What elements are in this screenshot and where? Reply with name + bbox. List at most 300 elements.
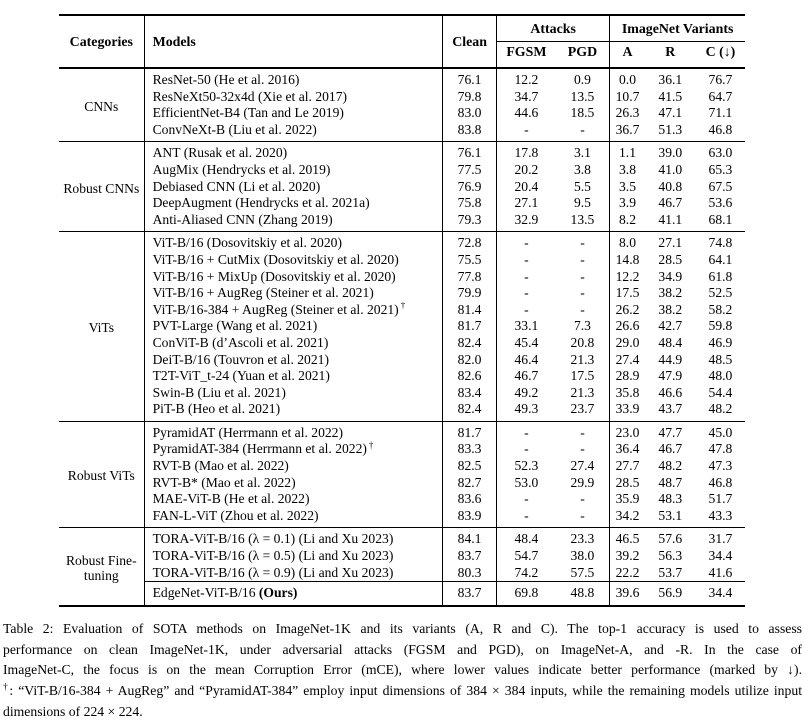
model-name: RVT-B (Mao et al. 2022) (152, 458, 289, 474)
fgsm-value-cell: - (524, 301, 529, 317)
header-attacks-group: Attacks (497, 15, 610, 42)
clean-value-cell: 83.0 (443, 105, 497, 122)
table-row (59, 401, 745, 421)
header-categories: Categories (59, 15, 144, 68)
model-name: FAN-L-ViT (Zhou et al. 2022) (152, 507, 319, 523)
c-value-cell: 67.5 (708, 178, 733, 194)
model-name: ResNeXt50-32x4d (Xie et al. 2017) (152, 88, 348, 104)
model-name: TORA-ViT-B/16 (λ = 0.1) (Li and Xu 2023) (152, 531, 394, 547)
header-c-mce: C (↓) (705, 45, 736, 61)
r-value-cell: 48.4 (658, 334, 683, 350)
model-cell (144, 105, 442, 122)
header-r: R (665, 45, 676, 61)
model-cell (144, 302, 442, 319)
table-row (59, 441, 745, 458)
a-value-cell: 28.9 (615, 368, 640, 384)
c-value-cell: 59.8 (708, 318, 733, 334)
a-value-cell: 33.9 (615, 401, 640, 417)
c-value-cell: 48.0 (708, 368, 733, 384)
header-pgd: PGD (556, 42, 610, 69)
pgd-value-cell: 3.1 (556, 142, 610, 162)
header-imagenet-variants-group: ImageNet Variants (610, 15, 745, 42)
clean-value-cell: 75.8 (443, 195, 497, 212)
fgsm-value-cell: 54.7 (514, 548, 539, 564)
pgd-value-cell: 13.5 (556, 89, 610, 106)
r-value-cell: 28.5 (658, 251, 683, 267)
model-name: Swin-B (Liu et al. 2021) (152, 384, 286, 400)
fgsm-value-cell: 20.4 (514, 178, 539, 194)
model-name: EdgeNet-ViT-B/16 (152, 585, 259, 601)
table-row (59, 565, 745, 582)
results-table (59, 14, 745, 607)
pgd-value-cell: - (556, 252, 610, 269)
pgd-value-cell: 21.3 (556, 352, 610, 369)
model-cell (144, 162, 442, 179)
category-cell: ViTs (59, 232, 144, 422)
clean-value-cell: 82.0 (443, 352, 497, 369)
c-value-cell: 58.2 (708, 301, 733, 317)
pgd-value-cell: - (556, 302, 610, 319)
model-name: PyramidAT-384 (Herrmann et al. 2022) (152, 441, 367, 457)
fgsm-value-cell: - (524, 268, 529, 284)
clean-value-cell: 80.3 (443, 565, 497, 582)
model-name: DeepAugment (Hendrycks et al. 2021a) (152, 195, 370, 211)
c-value-cell: 53.6 (708, 195, 733, 211)
r-value-cell: 41.5 (658, 88, 683, 104)
clean-value-cell: 75.5 (443, 252, 497, 269)
r-value-cell: 27.1 (658, 235, 683, 251)
table-section (59, 68, 745, 142)
model-cell (144, 335, 442, 352)
model-cell (144, 475, 442, 492)
clean-value-cell: 81.7 (443, 318, 497, 335)
clean-value-cell: 79.3 (443, 212, 497, 232)
a-value-cell: 3.9 (619, 195, 636, 211)
model-name: ViT-B/16 + CutMix (Dosovitskiy et al. 2020) (152, 251, 399, 267)
dagger-symbol: † (368, 441, 374, 450)
clean-value-cell: 83.8 (443, 122, 497, 142)
pgd-value-cell: 23.3 (556, 528, 610, 548)
r-value-cell: 57.6 (658, 531, 683, 547)
fgsm-value-cell: 46.4 (514, 351, 539, 367)
model-cell (144, 142, 442, 162)
clean-value-cell: 77.5 (443, 162, 497, 179)
model-cell (144, 528, 442, 548)
model-name: ConvNeXt-B (Liu et al. 2022) (152, 121, 317, 137)
model-cell (144, 252, 442, 269)
pgd-value-cell: 13.5 (556, 212, 610, 232)
r-value-cell: 44.9 (658, 351, 683, 367)
table-row (59, 421, 745, 441)
table-row (59, 122, 745, 142)
table-row (59, 582, 745, 606)
fgsm-value-cell: 17.8 (514, 145, 539, 161)
fgsm-value-cell: - (524, 251, 529, 267)
model-name: MAE-ViT-B (He et al. 2022) (152, 491, 310, 507)
table-row (59, 458, 745, 475)
model-name: EfficientNet-B4 (Tan and Le 2019) (152, 105, 344, 121)
a-value-cell: 3.5 (619, 178, 636, 194)
model-name: TORA-ViT-B/16 (λ = 0.5) (Li and Xu 2023) (152, 548, 394, 564)
table-section (59, 421, 745, 528)
model-cell (144, 582, 442, 606)
model-cell (144, 68, 442, 89)
a-value-cell: 26.3 (615, 105, 640, 121)
a-value-cell: 28.5 (615, 474, 640, 490)
table-row (59, 195, 745, 212)
model-cell (144, 318, 442, 335)
fgsm-value-cell: 52.3 (514, 458, 539, 474)
r-value-cell: 48.2 (658, 458, 683, 474)
caption-footnote (3, 681, 802, 723)
a-value-cell: 39.6 (610, 582, 645, 606)
model-cell (144, 122, 442, 142)
table-row (59, 68, 745, 89)
a-value-cell: 10.7 (615, 88, 640, 104)
a-value-cell: 22.2 (615, 564, 640, 580)
table-header (59, 15, 745, 68)
model-cell (144, 179, 442, 196)
header-a: A (622, 45, 633, 61)
pgd-value-cell: 29.9 (556, 475, 610, 492)
c-value-cell: 48.2 (708, 401, 733, 417)
r-value-cell: 46.6 (658, 384, 683, 400)
a-value-cell: 36.7 (615, 121, 640, 137)
model-name: ANT (Rusak et al. 2020) (152, 145, 288, 161)
clean-value-cell: 82.4 (443, 335, 497, 352)
a-value-cell: 46.5 (615, 531, 640, 547)
fgsm-value-cell: 46.7 (514, 368, 539, 384)
fgsm-value-cell: - (524, 285, 529, 301)
model-name: DeiT-B/16 (Touvron et al. 2021) (152, 351, 329, 367)
fgsm-value-cell: 45.4 (514, 334, 539, 350)
dagger-symbol: † (3, 682, 10, 693)
fgsm-value-cell: 48.4 (514, 531, 539, 547)
fgsm-value-cell: 44.6 (514, 105, 539, 121)
model-name: PyramidAT (Herrmann et al. 2022) (152, 424, 344, 440)
fgsm-value-cell: - (524, 441, 529, 457)
fgsm-value-cell: 74.2 (514, 564, 539, 580)
model-cell (144, 89, 442, 106)
r-value-cell: 47.1 (658, 105, 683, 121)
model-name: ViT-B/16 (Dosovitskiy et al. 2020) (152, 235, 342, 251)
a-value-cell: 14.8 (615, 251, 640, 267)
clean-value-cell: 79.8 (443, 89, 497, 106)
fgsm-value-cell: 69.8 (497, 582, 556, 606)
a-value-cell: 29.0 (615, 334, 640, 350)
r-value-cell: 56.3 (658, 548, 683, 564)
pgd-value-cell: 38.0 (556, 548, 610, 565)
table-row (59, 105, 745, 122)
a-value-cell: 35.9 (615, 491, 640, 507)
clean-value-cell: 81.7 (443, 421, 497, 441)
table-section (59, 528, 745, 606)
clean-value-cell: 76.1 (443, 68, 497, 89)
model-name-bold: (Ours) (258, 585, 298, 601)
fgsm-value-cell: - (524, 491, 529, 507)
clean-value-cell: 83.7 (443, 548, 497, 565)
c-value-cell: 48.5 (708, 351, 733, 367)
fgsm-value-cell: - (524, 507, 529, 523)
a-value-cell: 34.2 (615, 507, 640, 523)
model-cell (144, 368, 442, 385)
a-value-cell: 8.2 (619, 211, 636, 227)
caption-line-3: ImageNet-C, the focus is on the mean Corruption Error (mCE), where lower values indicate better performance (marked by ↓). (3, 662, 802, 678)
c-value-cell: 76.7 (708, 72, 733, 87)
model-name: ConViT-B (d’Ascoli et al. 2021) (152, 334, 329, 350)
c-value-cell: 43.3 (708, 507, 733, 523)
fgsm-value-cell: 32.9 (514, 211, 539, 227)
c-value-cell: 52.5 (708, 285, 733, 301)
table-section (59, 232, 745, 422)
category-cell: Robust Fine-tuning (59, 528, 144, 606)
r-value-cell: 53.1 (658, 507, 683, 523)
a-value-cell: 27.7 (615, 458, 640, 474)
clean-value-cell: 84.1 (443, 528, 497, 548)
pgd-value-cell: - (556, 508, 610, 528)
model-name: PiT-B (Heo et al. 2021) (152, 401, 281, 417)
r-value-cell: 56.9 (645, 582, 696, 606)
clean-value-cell: 82.4 (443, 401, 497, 421)
pgd-value-cell: 5.5 (556, 179, 610, 196)
table-row (59, 269, 745, 286)
a-value-cell: 35.8 (615, 384, 640, 400)
c-value-cell: 46.9 (708, 334, 733, 350)
fgsm-value-cell: 27.1 (514, 195, 539, 211)
clean-value-cell: 83.7 (443, 582, 497, 606)
clean-value-cell: 77.8 (443, 269, 497, 286)
table-row (59, 212, 745, 232)
fgsm-value-cell: - (524, 424, 529, 440)
r-value-cell: 42.7 (658, 318, 683, 334)
pgd-value-cell: 20.8 (556, 335, 610, 352)
c-value-cell: 46.8 (708, 121, 733, 137)
model-name: PVT-Large (Wang et al. 2021) (152, 318, 318, 334)
fgsm-value-cell: 12.2 (514, 72, 539, 87)
model-name: AugMix (Hendrycks et al. 2019) (152, 161, 331, 177)
pgd-value-cell: - (556, 232, 610, 252)
table-row (59, 385, 745, 402)
r-value-cell: 53.7 (658, 564, 683, 580)
model-cell (144, 441, 442, 458)
table-row (59, 179, 745, 196)
model-cell (144, 491, 442, 508)
pgd-value-cell: - (556, 269, 610, 286)
c-value-cell: 47.8 (708, 441, 733, 457)
model-cell (144, 232, 442, 252)
r-value-cell: 36.1 (658, 72, 683, 87)
category-cell: CNNs (59, 68, 144, 142)
fgsm-value-cell: - (524, 121, 529, 137)
pgd-value-cell: - (556, 441, 610, 458)
table-row (59, 302, 745, 319)
table-row (59, 89, 745, 106)
clean-value-cell: 83.9 (443, 508, 497, 528)
clean-value-cell: 83.3 (443, 441, 497, 458)
r-value-cell: 40.8 (658, 178, 683, 194)
pgd-value-cell: - (556, 421, 610, 441)
a-value-cell: 3.8 (619, 161, 636, 177)
r-value-cell: 41.1 (658, 211, 683, 227)
model-cell (144, 508, 442, 528)
table-row (59, 252, 745, 269)
pgd-value-cell: 17.5 (556, 368, 610, 385)
pgd-value-cell: 57.5 (556, 565, 610, 582)
table-row (59, 232, 745, 252)
clean-value-cell: 83.6 (443, 491, 497, 508)
clean-value-cell: 82.5 (443, 458, 497, 475)
pgd-value-cell: 9.5 (556, 195, 610, 212)
clean-value-cell: 82.7 (443, 475, 497, 492)
table-container (59, 14, 804, 607)
table-row (59, 368, 745, 385)
model-cell (144, 195, 442, 212)
dagger-symbol: † (400, 301, 406, 311)
c-value-cell: 34.4 (696, 582, 745, 606)
model-cell (144, 212, 442, 232)
clean-value-cell: 76.1 (443, 142, 497, 162)
caption-line-1: Table 2: Evaluation of SOTA methods on ImageNet-1K and its variants (A, R and C). The top-1 accuracy is used to assess (3, 620, 802, 636)
pgd-value-cell: - (556, 122, 610, 142)
table-row (59, 318, 745, 335)
a-value-cell: 8.0 (619, 235, 636, 251)
clean-value-cell: 72.8 (443, 232, 497, 252)
clean-value-cell: 81.4 (443, 302, 497, 319)
c-value-cell: 51.7 (708, 491, 733, 507)
model-name: ViT-B/16 + MixUp (Dosovitskiy et al. 2020) (152, 268, 396, 284)
r-value-cell: 48.3 (658, 491, 683, 507)
category-cell: Robust CNNs (59, 142, 144, 232)
pgd-value-cell: 21.3 (556, 385, 610, 402)
a-value-cell: 26.2 (615, 301, 640, 317)
clean-value-cell: 83.4 (443, 385, 497, 402)
model-cell (144, 458, 442, 475)
c-value-cell: 68.1 (708, 211, 733, 227)
fgsm-value-cell: 49.3 (514, 401, 539, 417)
model-cell (144, 548, 442, 565)
a-value-cell: 27.4 (615, 351, 640, 367)
a-value-cell: 26.6 (615, 318, 640, 334)
fgsm-value-cell: 33.1 (514, 318, 539, 334)
pgd-value-cell: 27.4 (556, 458, 610, 475)
fgsm-value-cell: - (524, 235, 529, 251)
pgd-value-cell: - (556, 285, 610, 302)
c-value-cell: 65.3 (708, 161, 733, 177)
r-value-cell: 43.7 (658, 401, 683, 417)
model-name: ViT-B/16 + AugReg (Steiner et al. 2021) (152, 285, 374, 301)
r-value-cell: 47.9 (658, 368, 683, 384)
c-value-cell: 45.0 (708, 424, 733, 440)
r-value-cell: 47.7 (658, 424, 683, 440)
a-value-cell: 39.2 (615, 548, 640, 564)
table-row (59, 285, 745, 302)
pgd-value-cell: 7.3 (556, 318, 610, 335)
table-row (59, 475, 745, 492)
r-value-cell: 39.0 (658, 145, 683, 161)
pgd-value-cell: 0.9 (556, 68, 610, 89)
table-row (59, 142, 745, 162)
r-value-cell: 34.9 (658, 268, 683, 284)
table-row (59, 162, 745, 179)
model-cell (144, 401, 442, 421)
model-cell (144, 352, 442, 369)
c-value-cell: 46.8 (708, 474, 733, 490)
fgsm-value-cell: 20.2 (514, 161, 539, 177)
header-models: Models (144, 15, 442, 68)
caption-line-2: performance on clean ImageNet-1K, under adversarial attacks (FGSM and PGD), on ImageNet-A, and -R. In the case of (3, 641, 802, 657)
a-value-cell: 23.0 (615, 424, 640, 440)
model-cell (144, 565, 442, 582)
category-cell: Robust ViTs (59, 421, 144, 528)
c-value-cell: 64.1 (708, 251, 733, 267)
c-value-cell: 71.1 (708, 105, 733, 121)
model-name: RVT-B* (Mao et al. 2022) (152, 474, 296, 490)
pgd-value-cell: 3.8 (556, 162, 610, 179)
model-cell (144, 285, 442, 302)
c-value-cell: 31.7 (708, 531, 733, 547)
model-name: ResNet-50 (He et al. 2016) (152, 72, 300, 87)
model-name: Debiased CNN (Li et al. 2020) (152, 178, 321, 194)
table-section (59, 142, 745, 232)
clean-value-cell: 79.9 (443, 285, 497, 302)
a-value-cell: 0.0 (619, 72, 636, 87)
model-name: T2T-ViT_t-24 (Yuan et al. 2021) (152, 368, 330, 384)
fgsm-value-cell: 34.7 (514, 88, 539, 104)
a-value-cell: 36.4 (615, 441, 640, 457)
table-row (59, 528, 745, 548)
r-value-cell: 51.3 (658, 121, 683, 137)
table-row (59, 491, 745, 508)
c-value-cell: 54.4 (708, 384, 733, 400)
header-fgsm: FGSM (506, 45, 547, 61)
model-name: Anti-Aliased CNN (Zhang 2019) (152, 211, 333, 227)
table-caption (3, 619, 802, 723)
header-row-groups (59, 15, 745, 42)
model-cell (144, 269, 442, 286)
r-value-cell: 41.0 (658, 161, 683, 177)
pgd-value-cell: - (556, 491, 610, 508)
table-row (59, 548, 745, 565)
pgd-value-cell: 48.8 (556, 582, 610, 606)
table-row (59, 508, 745, 528)
r-value-cell: 38.2 (658, 301, 683, 317)
c-value-cell: 74.8 (708, 235, 733, 251)
r-value-cell: 46.7 (658, 441, 683, 457)
pgd-value-cell: 18.5 (556, 105, 610, 122)
header-clean: Clean (443, 15, 497, 68)
fgsm-value-cell: 49.2 (514, 384, 539, 400)
c-value-cell: 64.7 (708, 88, 733, 104)
model-cell (144, 421, 442, 441)
r-value-cell: 48.7 (658, 474, 683, 490)
a-value-cell: 1.1 (619, 145, 636, 161)
fgsm-value-cell: 53.0 (514, 474, 539, 490)
a-value-cell: 12.2 (615, 268, 640, 284)
caption-footnote-text: : “ViT-B/16-384 + AugReg” and “PyramidAT-384” employ input dimensions of 384 × 384 inputs, while the remaining models utilize input dimensions of 224 × 224. (3, 683, 802, 719)
c-value-cell: 47.3 (708, 458, 733, 474)
c-value-cell: 41.6 (708, 564, 733, 580)
table-row (59, 335, 745, 352)
model-name: ViT-B/16-384 + AugReg (Steiner et al. 2021) (152, 301, 399, 317)
r-value-cell: 46.7 (658, 195, 683, 211)
c-value-cell: 61.8 (708, 268, 733, 284)
r-value-cell: 38.2 (658, 285, 683, 301)
clean-value-cell: 82.6 (443, 368, 497, 385)
model-cell (144, 385, 442, 402)
c-value-cell: 34.4 (708, 548, 733, 564)
c-value-cell: 63.0 (708, 145, 733, 161)
pgd-value-cell: 23.7 (556, 401, 610, 421)
